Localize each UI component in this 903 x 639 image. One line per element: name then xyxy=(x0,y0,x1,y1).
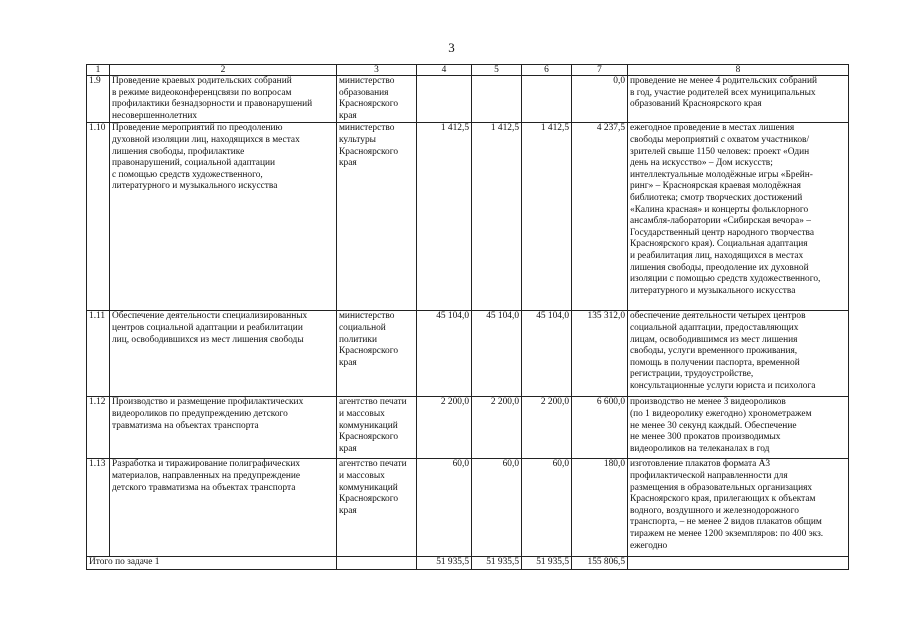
result-cell xyxy=(628,311,849,397)
table-row xyxy=(87,311,849,397)
measure-cell xyxy=(110,311,337,397)
year2-value: 2 200,0 xyxy=(472,397,522,459)
result-cell xyxy=(628,76,849,123)
executor-cell xyxy=(337,397,417,459)
table-row xyxy=(87,459,849,557)
column-number: 2 xyxy=(110,65,337,76)
executor-cell xyxy=(337,311,417,397)
column-number-row xyxy=(87,65,849,76)
measure-text: Производство и размещение профилактических видеороликов по предупреждению детского травматизма на объектах транспорта xyxy=(112,397,304,431)
summary-total-value: 155 806,5 xyxy=(572,557,628,570)
table-row xyxy=(87,397,849,459)
result-text: производство не менее 3 видеороликов (по 1 видеоролику ежегодно) хронометражем не менее 30 секунд каждый. Обеспечение не менее 300 прокатов производимых видеороликов на телеканалах в год xyxy=(630,397,812,454)
year1-value: 60,0 xyxy=(417,459,472,557)
year3-value: 45 104,0 xyxy=(522,311,572,397)
total-value: 6 600,0 xyxy=(572,397,628,459)
row-number: 1.10 xyxy=(87,123,110,311)
program-measures-table xyxy=(86,64,849,570)
result-text: изготовление плакатов формата А3 профилактической направленности для размещения в образовательных организациях Красноярского края, прилегающих к объектам водного, воздушного и железнодорожного транспорта, – не менее 2 видов плакатов общим тиражем не менее 1200 экземпляров: по 400 экз. ежегодно xyxy=(630,459,824,551)
executor-text: министерство культуры Красноярского края xyxy=(339,123,399,169)
row-number: 1.9 xyxy=(87,76,110,123)
measure-cell xyxy=(110,397,337,459)
measure-cell xyxy=(110,76,337,123)
column-number: 8 xyxy=(628,65,849,76)
total-value: 4 237,5 xyxy=(572,123,628,311)
page-number: 3 xyxy=(448,40,455,55)
row-number: 1.12 xyxy=(87,397,110,459)
year1-value: 2 200,0 xyxy=(417,397,472,459)
measure-cell xyxy=(110,459,337,557)
executor-cell xyxy=(337,76,417,123)
executor-text: агентство печати и массовых коммуникаций Красноярского края xyxy=(339,459,407,516)
column-number: 4 xyxy=(417,65,472,76)
year3-value: 1 412,5 xyxy=(522,123,572,311)
summary-row xyxy=(87,557,849,570)
column-number: 6 xyxy=(522,65,572,76)
table-row xyxy=(87,76,849,123)
year2-value: 1 412,5 xyxy=(472,123,522,311)
executor-text: агентство печати и массовых коммуникаций Красноярского края xyxy=(339,397,407,454)
result-text: обеспечение деятельности четырех центров социальной адаптации, предоставляющих лицам, освободившимся из мест лишения свободы, услуги временного проживания, помощь в получении паспорта, временной регистрации, трудоустройстве, консультационные услуги юриста и психолога xyxy=(630,311,816,391)
measure-text: Разработка и тиражирование полиграфических материалов, направленных на предупреждение детского травматизма на объектах транспорта xyxy=(112,459,301,493)
result-cell xyxy=(628,123,849,311)
result-text: ежегодное проведение в местах лишения свободы мероприятий с охватом участников/ зрителей свыше 1150 человек: проект «Один день на искусство» – Дом искусств; интеллектуальные молодёжные игры «Брейн- ринг» – Красноярская краевая молодёжная библиотека; смотр творческих достижений «Калина красная» и концерты фольклорного ансамбля-лаборатории «Сибирская вечора» – Государственный центр народного творчества Красноярского края). Социальная адаптация и реабилитация лиц, находящихся в местах лишения свободы, преодоление их духовной изоляции с помощью средств художественного, литературного и музыкального искусства xyxy=(630,123,821,296)
column-number: 5 xyxy=(472,65,522,76)
result-cell xyxy=(628,397,849,459)
year1-value: 1 412,5 xyxy=(417,123,472,311)
year2-value: 45 104,0 xyxy=(472,311,522,397)
year3-value xyxy=(522,76,572,123)
executor-text: министерство образования Красноярского края xyxy=(339,76,399,121)
year3-value: 2 200,0 xyxy=(522,397,572,459)
measure-text: Проведение краевых родительских собраний в режиме видеоконференцсвязи по вопросам профилактики безнадзорности и правонарушений несовершеннолетних xyxy=(112,76,313,121)
executor-cell xyxy=(337,459,417,557)
year2-value xyxy=(472,76,522,123)
total-value: 0,0 xyxy=(572,76,628,123)
summary-year2-value: 51 935,5 xyxy=(472,557,522,570)
year3-value: 60,0 xyxy=(522,459,572,557)
column-number: 3 xyxy=(337,65,417,76)
executor-text: министерство социальной политики Красноярского края xyxy=(339,311,399,368)
row-number: 1.11 xyxy=(87,311,110,397)
result-text: проведение не менее 4 родительских собраний в год, участие родителей всех муниципальных образований Красноярского края xyxy=(630,76,817,110)
summary-executor-cell xyxy=(337,557,417,570)
total-value: 135 312,0 xyxy=(572,311,628,397)
measure-text: Обеспечение деятельности специализированных центров социальной адаптации и реабилитации лиц, освободившихся из мест лишения свободы xyxy=(112,311,308,345)
summary-year3-value: 51 935,5 xyxy=(522,557,572,570)
measure-cell xyxy=(110,123,337,311)
result-cell xyxy=(628,459,849,557)
summary-year1-value: 51 935,5 xyxy=(417,557,472,570)
column-number: 7 xyxy=(572,65,628,76)
year1-value: 45 104,0 xyxy=(417,311,472,397)
year2-value: 60,0 xyxy=(472,459,522,557)
total-value: 180,0 xyxy=(572,459,628,557)
year1-value xyxy=(417,76,472,123)
measure-text: Проведение мероприятий по преодолению духовной изоляции лиц, находящихся в местах лишения свободы, профилактике правонарушений, социальной адаптации с помощью средств художественного, литературного и музыкального искусства xyxy=(112,123,300,192)
column-number: 1 xyxy=(87,65,110,76)
table-row xyxy=(87,123,849,311)
summary-result-cell xyxy=(628,557,849,570)
summary-label: Итого по задаче 1 xyxy=(87,557,337,570)
row-number: 1.13 xyxy=(87,459,110,557)
executor-cell xyxy=(337,123,417,311)
